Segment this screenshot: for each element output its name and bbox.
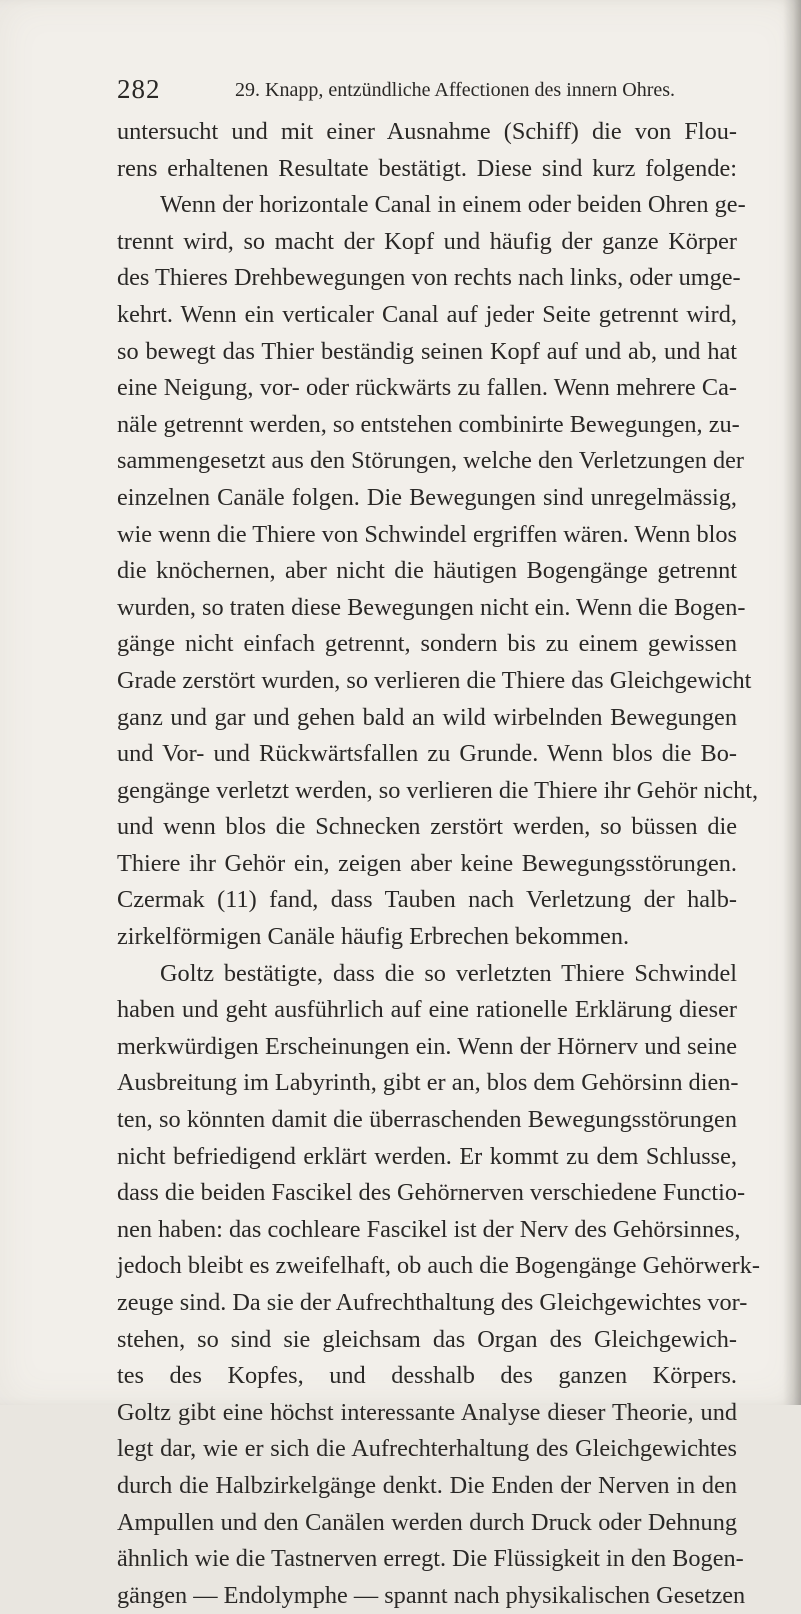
text-line: nicht befriedigend erklärt werden. Er kommt zu dem Schlusse, bbox=[117, 1142, 737, 1170]
text-line: wurden, so traten diese Bewegungen nicht ein. Wenn die Bogen- bbox=[117, 593, 746, 621]
text-line: so bewegt das Thier beständig seinen Kopf auf und ab, und hat bbox=[117, 337, 737, 365]
text-line: zeuge sind. Da sie der Aufrechthaltung des Gleichgewichtes vor- bbox=[117, 1289, 748, 1316]
text-line: wie wenn die Thiere von Schwindel ergriffen wären. Wenn blos bbox=[117, 520, 737, 548]
text-line: Ausbreitung im Labyrinth, gibt er an, blos dem Gehörsinn dien- bbox=[117, 1069, 739, 1097]
running-head: 29. Knapp, entzündliche Affectionen des innern Ohres. bbox=[235, 79, 676, 101]
text-line: untersucht und mit einer Ausnahme (Schiff) die von Flou- bbox=[117, 118, 737, 145]
text-line: des Thieres Drehbewegungen von rechts nach links, oder umge- bbox=[117, 264, 741, 292]
text-line: Goltz bestätigte, dass die so verletzten Thiere Schwindel bbox=[160, 959, 737, 987]
text-line: legt dar, wie er sich die Aufrechterhaltung des Gleichgewichtes bbox=[117, 1435, 737, 1463]
text-line: gänge nicht einfach getrennt, sondern bis zu einem gewissen bbox=[117, 630, 737, 658]
text-line: zirkelförmigen Canäle häufig Erbrechen bekommen. bbox=[117, 923, 630, 951]
text-line: gängen — Endolymphe — spannt nach physikalischen Gesetzen bbox=[117, 1581, 746, 1609]
body-text bbox=[117, 114, 760, 1614]
text-line: ganz und gar und gehen bald an wild wirbelnden Bewegungen bbox=[117, 703, 737, 731]
text-line: dass die beiden Fascikel des Gehörnerven verschiedene Functio- bbox=[117, 1179, 746, 1207]
page-edge-shadow bbox=[783, 0, 801, 1405]
text-line: rens erhaltenen Resultate bestätigt. Diese sind kurz folgende: bbox=[117, 154, 737, 182]
text-line: kehrt. Wenn ein verticaler Canal auf jeder Seite getrennt wird, bbox=[117, 300, 737, 328]
text-line: näle getrennt werden, so entstehen combinirte Bewegungen, zu- bbox=[117, 410, 740, 438]
text-line: jedoch bleibt es zweifelhaft, ob auch die Bogengänge Gehörwerk- bbox=[117, 1252, 760, 1280]
text-line: stehen, so sind sie gleichsam das Organ des Gleichgewich- bbox=[117, 1325, 737, 1353]
text-line: merkwürdigen Erscheinungen ein. Wenn der Hörnerv und seine bbox=[117, 1032, 737, 1060]
text-line: gengänge verletzt werden, so verlieren die Thiere ihr Gehör nicht, bbox=[117, 776, 759, 804]
text-line: durch die Halbzirkelgänge denkt. Die Enden der Nerven in den bbox=[117, 1471, 737, 1499]
text-line: trennt wird, so macht der Kopf und häufig der ganze Körper bbox=[117, 227, 737, 255]
text-line: ten, so könnten damit die überraschenden Bewegungsstörungen bbox=[117, 1106, 737, 1134]
text-line: und wenn blos die Schnecken zerstört werden, so büssen die bbox=[117, 813, 737, 841]
text-line: Ampullen und den Canälen werden durch Druck oder Dehnung bbox=[117, 1508, 737, 1536]
text-line: die knöchernen, aber nicht die häutigen Bogengänge getrennt bbox=[117, 557, 737, 585]
text-line: Grade zerstört wurden, so verlieren die Thiere das Gleichgewicht bbox=[117, 666, 752, 694]
text-line: einzelnen Canäle folgen. Die Bewegungen sind unregelmässig, bbox=[117, 483, 737, 511]
text-line: Goltz gibt eine höchst interessante Analyse dieser Theorie, und bbox=[117, 1398, 737, 1426]
text-line: Wenn der horizontale Canal in einem oder beiden Ohren ge- bbox=[160, 191, 746, 219]
text-line: ähnlich wie die Tastnerven erregt. Die Flüssigkeit in den Bogen- bbox=[117, 1545, 744, 1573]
text-line: Thiere ihr Gehör ein, zeigen aber keine Bewegungsstörungen. bbox=[117, 849, 737, 877]
text-line: und Vor- und Rückwärtsfallen zu Grunde. Wenn blos die Bo- bbox=[117, 740, 737, 768]
text-line: haben und geht ausführlich auf eine rationelle Erklärung dieser bbox=[117, 996, 737, 1024]
text-line: sammengesetzt aus den Störungen, welche den Verletzungen der bbox=[117, 447, 745, 475]
page-number: 282 bbox=[117, 74, 161, 104]
text-line: Czermak (11) fand, dass Tauben nach Verletzung der halb- bbox=[117, 886, 737, 914]
page-header bbox=[117, 73, 727, 105]
text-line: tes des Kopfes, und desshalb des ganzen Körpers. bbox=[117, 1362, 737, 1390]
text-line: eine Neigung, vor- oder rückwärts zu fallen. Wenn mehrere Ca- bbox=[117, 374, 737, 402]
text-line: nen haben: das cochleare Fascikel ist der Nerv des Gehörsinnes, bbox=[117, 1215, 741, 1243]
